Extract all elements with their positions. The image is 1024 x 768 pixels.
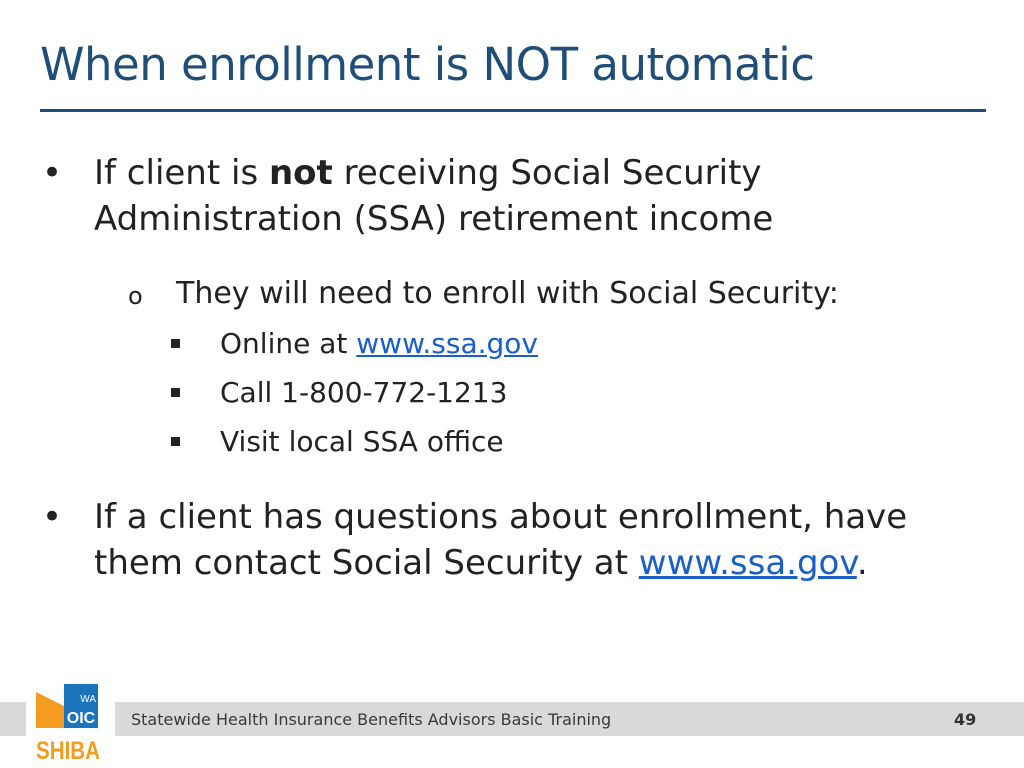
list-item-label: Online at xyxy=(220,327,357,360)
footer-text: Statewide Health Insurance Benefits Advisors Basic Training xyxy=(131,710,612,729)
page-number: 49 xyxy=(954,710,977,729)
bullet-marker: • xyxy=(42,497,63,537)
svg-text:SHIBA: SHIBA xyxy=(36,737,100,765)
list-item-label: Visit local SSA office xyxy=(220,425,504,458)
slide-title: When enrollment is NOT automatic xyxy=(40,38,815,91)
title-divider xyxy=(40,109,986,112)
list-item-online xyxy=(171,326,771,362)
bullet-1-text: If client is not receiving Social Security Administration (SSA) retirement income xyxy=(94,153,774,239)
bullet-marker: • xyxy=(42,153,63,193)
sub-bullet-enroll xyxy=(128,274,928,314)
bullet-1-emphasis: not xyxy=(268,153,333,193)
list-item-call xyxy=(171,375,771,411)
svg-text:WA: WA xyxy=(80,694,96,705)
sub-bullet-marker: o xyxy=(128,282,143,310)
bullet-1 xyxy=(42,150,942,246)
ssa-website-link[interactable]: www.ssa.gov xyxy=(356,327,539,360)
list-item-visit xyxy=(171,424,771,460)
bullet-2 xyxy=(42,494,942,590)
list-item-label: Call 1-800-772-1213 xyxy=(220,376,508,409)
square-bullet-icon xyxy=(171,339,180,348)
square-bullet-icon xyxy=(171,388,180,397)
wa-oic-shiba-logo xyxy=(34,684,106,765)
bullet-2-text: If a client has questions about enrollment, have them contact Social Security at www.ssa.gov. xyxy=(94,497,908,583)
ssa-website-link[interactable]: www.ssa.gov xyxy=(638,543,857,583)
sub-bullet-text: They will need to enroll with Social Security: xyxy=(176,276,839,311)
square-bullet-icon xyxy=(171,437,180,446)
svg-text:OIC: OIC xyxy=(66,710,96,727)
